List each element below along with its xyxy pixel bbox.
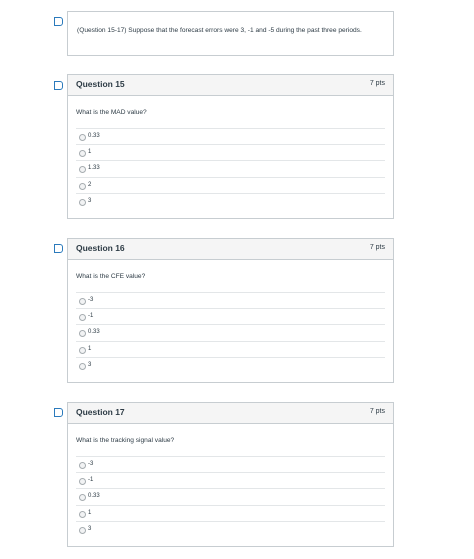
question-points: 7 pts: [369, 244, 385, 251]
question-points: 7 pts: [369, 80, 385, 87]
radio-button[interactable]: [79, 330, 86, 337]
answer-option[interactable]: [76, 341, 385, 357]
answer-label: 1: [88, 509, 92, 516]
answer-option[interactable]: [76, 488, 385, 504]
radio-button[interactable]: [79, 494, 86, 501]
answer-option[interactable]: [76, 160, 385, 176]
answer-option[interactable]: [76, 505, 385, 521]
answer-label: -1: [88, 313, 94, 320]
answer-label: 0.33: [88, 329, 100, 336]
answer-list: [76, 128, 385, 209]
answer-label: -1: [88, 477, 94, 484]
answer-label: 3: [88, 525, 92, 532]
radio-button[interactable]: [79, 478, 86, 485]
intro-text-block: [67, 11, 394, 56]
answer-list: [76, 292, 385, 373]
question-header: [68, 75, 393, 96]
intro-text: (Question 15-17) Suppose that the forecast errors were 3, -1 and -5 during the past three periods.: [77, 27, 362, 34]
radio-button[interactable]: [79, 150, 86, 157]
radio-button[interactable]: [79, 347, 86, 354]
answer-option[interactable]: [76, 292, 385, 308]
radio-button[interactable]: [79, 199, 86, 206]
answer-option[interactable]: [76, 144, 385, 160]
answer-label: 2: [88, 181, 92, 188]
question-points: 7 pts: [369, 408, 385, 415]
question-header: [68, 239, 393, 260]
flag-question-15-icon[interactable]: [54, 81, 63, 90]
radio-button[interactable]: [79, 134, 86, 141]
flag-question-17-icon[interactable]: [54, 408, 63, 417]
question-title: Question 16: [76, 243, 125, 253]
answer-option[interactable]: [76, 456, 385, 472]
answer-option[interactable]: [76, 357, 385, 373]
answer-label: 1: [88, 149, 92, 156]
answer-option[interactable]: [76, 128, 385, 144]
question-prompt: What is the CFE value?: [76, 273, 146, 280]
answer-label: 0.33: [88, 133, 100, 139]
radio-button[interactable]: [79, 314, 86, 321]
question-17: [67, 402, 394, 547]
radio-button[interactable]: [79, 363, 86, 370]
question-prompt: What is the MAD value?: [76, 109, 147, 116]
radio-button[interactable]: [79, 511, 86, 518]
radio-button[interactable]: [79, 298, 86, 305]
question-15: [67, 74, 394, 219]
radio-button[interactable]: [79, 183, 86, 190]
answer-label: 3: [88, 361, 92, 368]
answer-label: 1: [88, 345, 92, 352]
question-title: Question 17: [76, 407, 125, 417]
question-header: [68, 403, 393, 424]
answer-option[interactable]: [76, 177, 385, 193]
radio-button[interactable]: [79, 166, 86, 173]
question-title: Question 15: [76, 79, 125, 89]
flag-question-16-icon[interactable]: [54, 244, 63, 253]
answer-option[interactable]: [76, 472, 385, 488]
question-prompt: What is the tracking signal value?: [76, 437, 175, 444]
answer-label: 0.33: [88, 493, 100, 500]
question-16: [67, 238, 394, 383]
answer-label: 1.33: [88, 165, 100, 172]
answer-label: -3: [88, 297, 94, 303]
answer-option[interactable]: [76, 193, 385, 209]
answer-option[interactable]: [76, 521, 385, 537]
answer-option[interactable]: [76, 324, 385, 340]
flag-question-icon[interactable]: [54, 17, 63, 26]
answer-list: [76, 456, 385, 537]
answer-option[interactable]: [76, 308, 385, 324]
answer-label: -3: [88, 461, 94, 467]
radio-button[interactable]: [79, 527, 86, 534]
answer-label: 3: [88, 197, 92, 204]
radio-button[interactable]: [79, 462, 86, 469]
